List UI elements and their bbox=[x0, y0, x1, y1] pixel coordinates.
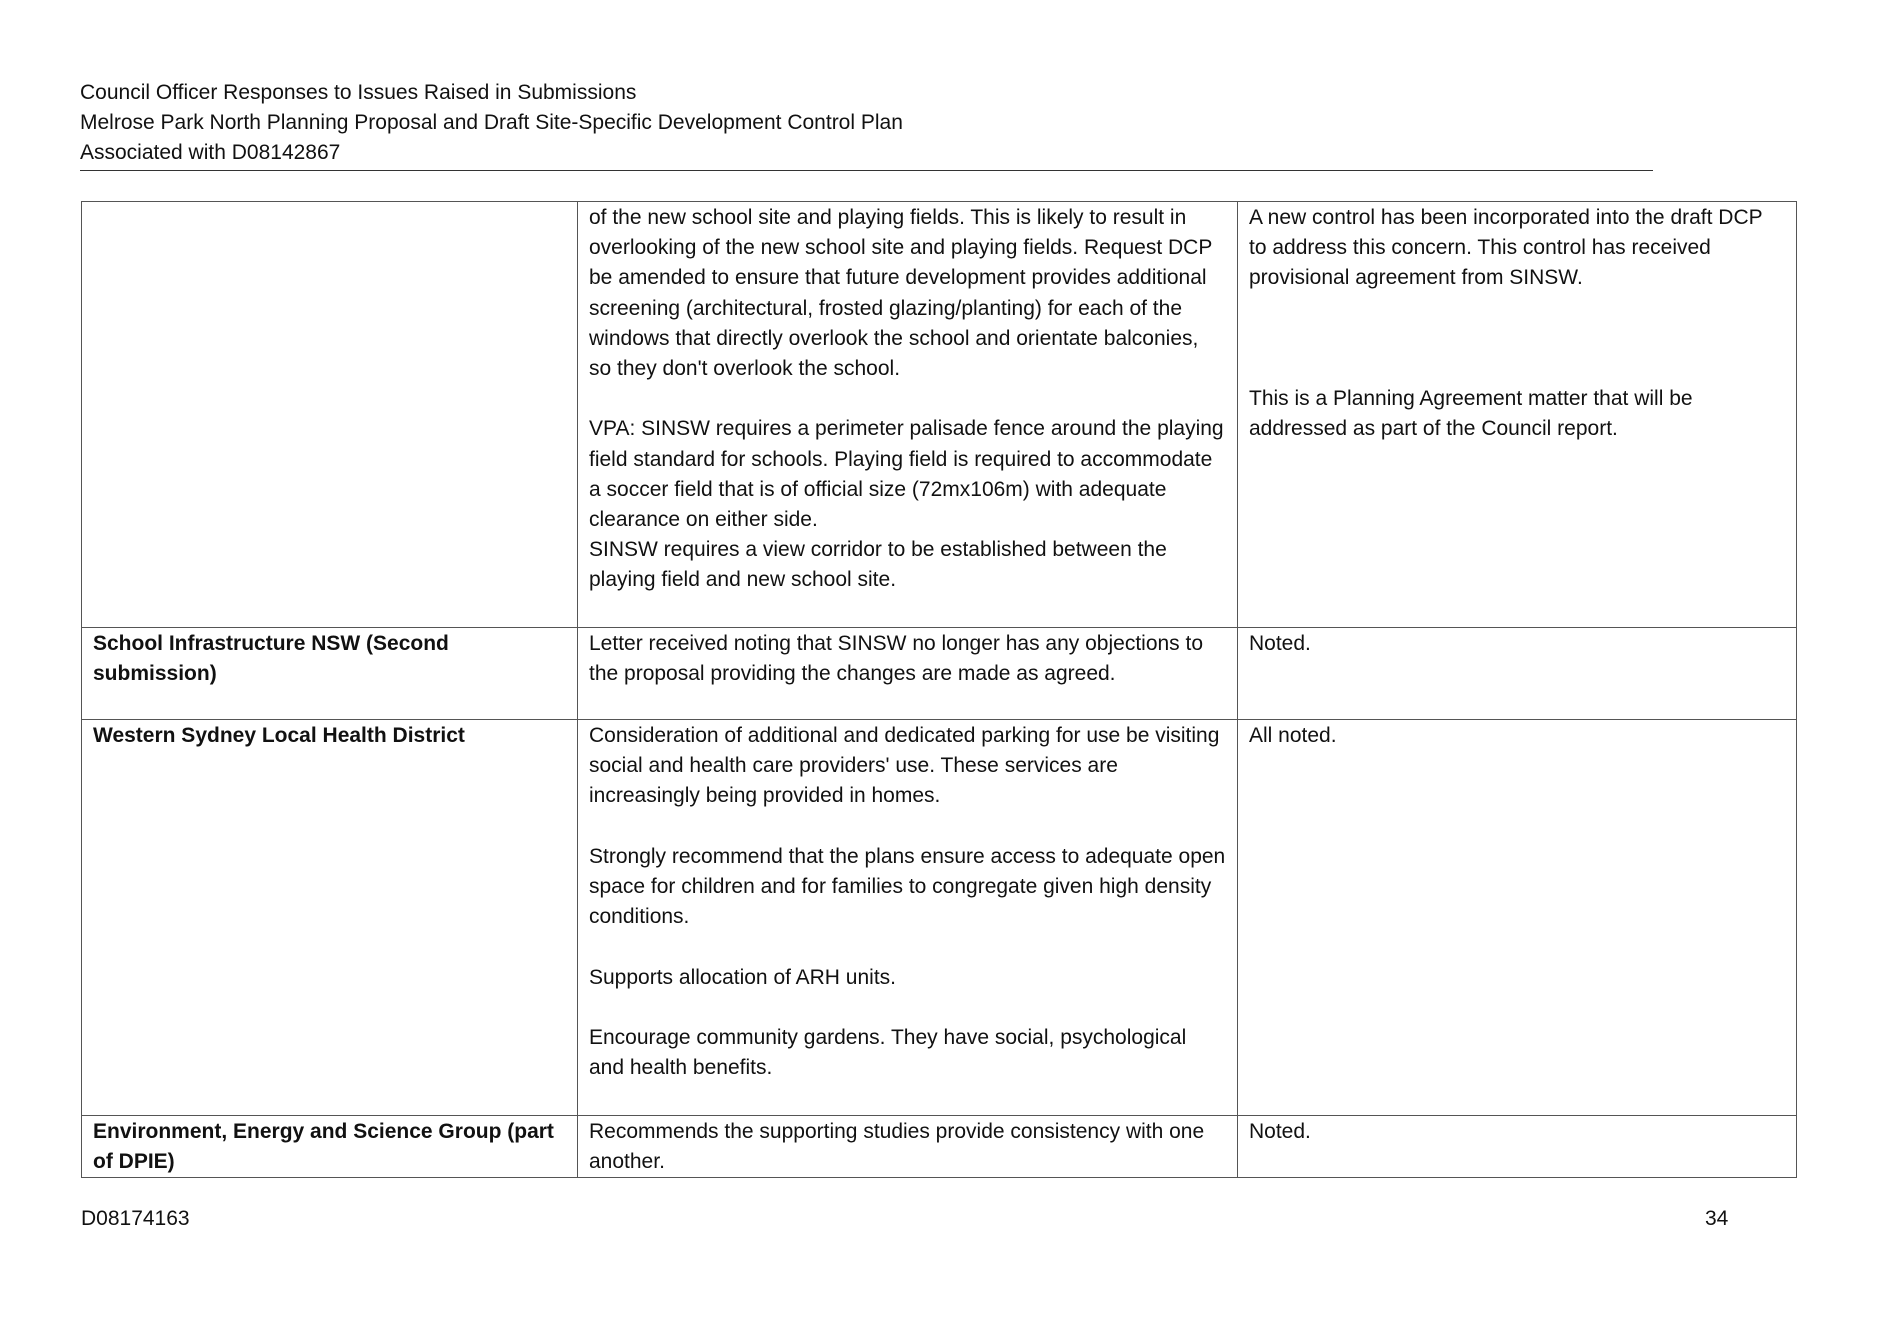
submitter-cell bbox=[82, 720, 578, 1116]
issues-cell bbox=[578, 628, 1238, 720]
issue-text: of the new school site and playing fields. This is likely to result in overlooking of the new school site and playing fields. Request DCP be amended to ensure that future development provides additional screening (architectural, frosted glazing/planting) for each of the windows that directly overlook the school and orientate balconies, so they don't overlook the school. bbox=[589, 206, 1212, 381]
submitter-cell bbox=[82, 202, 578, 628]
issue-text: Recommends the supporting studies provide consistency with one another. bbox=[589, 1120, 1205, 1174]
table-row bbox=[82, 1116, 1797, 1178]
header-title: Council Officer Responses to Issues Raised in Submissions bbox=[80, 81, 637, 104]
issues-cell bbox=[578, 1116, 1238, 1178]
issue-text: SINSW requires a view corridor to be established between the playing field and new school site. bbox=[589, 538, 1167, 592]
response-cell bbox=[1238, 628, 1797, 720]
response-text: Noted. bbox=[1249, 1120, 1311, 1143]
document-id: D08174163 bbox=[81, 1207, 190, 1230]
header-reference: Associated with D08142867 bbox=[80, 141, 341, 164]
response-text: Noted. bbox=[1249, 632, 1311, 655]
submitter-name: Environment, Energy and Science Group (part of DPIE) bbox=[93, 1120, 554, 1174]
issues-cell bbox=[578, 720, 1238, 1116]
issue-text: Letter received noting that SINSW no longer has any objections to the proposal providing the changes are made as agreed. bbox=[589, 632, 1204, 686]
issue-text: VPA: SINSW requires a perimeter palisade fence around the playing field standard for schools. Playing field is required to accommodate a soccer field that is of official size (72mx106m) with adequate clearance on either side. bbox=[589, 417, 1224, 532]
issue-text: Encourage community gardens. They have social, psychological and health benefits. bbox=[589, 1025, 1187, 1080]
response-cell bbox=[1238, 1116, 1797, 1178]
page-header bbox=[80, 78, 1653, 171]
response-cell bbox=[1238, 720, 1797, 1116]
response-text: This is a Planning Agreement matter that will be addressed as part of the Council report. bbox=[1249, 387, 1693, 441]
page-number: 34 bbox=[1705, 1207, 1729, 1230]
table-row bbox=[82, 628, 1797, 720]
issues-cell bbox=[578, 202, 1238, 628]
issue-text: Consideration of additional and dedicated parking for use be visiting social and health care providers' use. These services are increasingly being provided in homes. bbox=[589, 724, 1220, 808]
submitter-name: School Infrastructure NSW (Second submission) bbox=[93, 632, 449, 686]
response-text: All noted. bbox=[1249, 724, 1337, 747]
submissions-table bbox=[81, 201, 1797, 1178]
issue-text: Strongly recommend that the plans ensure access to adequate open space for children and for families to congregate given high density conditions. bbox=[589, 844, 1226, 929]
table-row bbox=[82, 202, 1797, 628]
submitter-name: Western Sydney Local Health District bbox=[93, 724, 465, 747]
table-row bbox=[82, 720, 1797, 1116]
issue-text: Supports allocation of ARH units. bbox=[589, 965, 897, 989]
response-cell bbox=[1238, 202, 1797, 628]
submitter-cell bbox=[82, 1116, 578, 1178]
submitter-cell bbox=[82, 628, 578, 720]
response-text: A new control has been incorporated into the draft DCP to address this concern. This control has received provisional agreement from SINSW. bbox=[1249, 206, 1763, 290]
header-subtitle: Melrose Park North Planning Proposal and Draft Site-Specific Development Control Plan bbox=[80, 111, 903, 134]
